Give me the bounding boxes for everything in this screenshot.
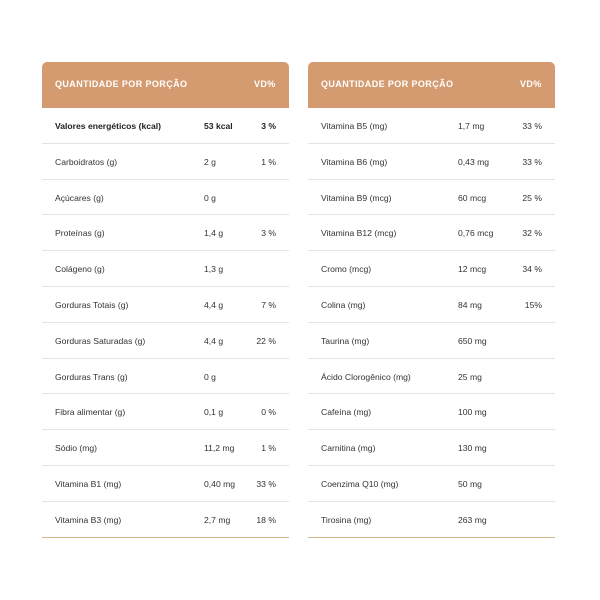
nutrient-vd: 15%	[524, 299, 542, 310]
nutrient-vd: 1 %	[261, 156, 276, 167]
table-body	[42, 108, 289, 538]
header-vd-label: VD%	[520, 79, 542, 89]
nutrient-value: 0,40 mg	[204, 478, 236, 489]
nutrient-name: Colina (mg)	[321, 299, 366, 310]
nutrient-vd: 7 %	[261, 299, 276, 310]
nutrient-value: 0 g	[204, 192, 216, 203]
nutrient-name: Gorduras Totais (g)	[55, 299, 129, 310]
nutrient-vd: 3 %	[261, 228, 276, 239]
table-row	[308, 394, 555, 430]
nutrient-value: 84 mg	[458, 299, 482, 310]
nutrient-value: 11,2 mg	[204, 443, 235, 454]
table-row	[42, 144, 289, 180]
nutrient-value: 0 g	[204, 371, 216, 382]
nutrient-name: Gorduras Saturadas (g)	[55, 335, 146, 346]
header-quantity-label: QUANTIDADE POR PORÇÃO	[321, 79, 454, 89]
table-row	[308, 323, 555, 359]
nutrient-name: Proteínas (g)	[55, 228, 105, 239]
nutrient-name: Ácido Clorogênico (mg)	[321, 371, 411, 382]
table-row	[42, 502, 289, 538]
table-row	[308, 108, 555, 144]
nutrient-name: Colágeno (g)	[55, 264, 105, 275]
nutrient-vd: 18 %	[256, 514, 276, 525]
nutrient-value: 1,3 g	[204, 264, 224, 275]
nutrient-value: 60 mcg	[458, 192, 487, 203]
nutrient-value: 0,43 mg	[458, 156, 490, 167]
table-header	[308, 62, 555, 108]
table-row	[42, 180, 289, 216]
header-vd-label: VD%	[254, 79, 276, 89]
nutrient-vd: 1 %	[261, 443, 276, 454]
nutrient-name: Coenzima Q10 (mg)	[321, 478, 399, 489]
nutrient-name: Sódio (mg)	[55, 443, 98, 454]
nutrient-value: 263 mg	[458, 514, 487, 525]
nutrient-name: Vitamina B9 (mcg)	[321, 192, 392, 203]
nutrient-value: 25 mg	[458, 371, 482, 382]
nutrient-name: Fibra alimentar (g)	[55, 407, 126, 418]
nutrient-name: Vitamina B1 (mg)	[55, 478, 122, 489]
nutrient-vd: 34 %	[522, 264, 542, 275]
nutrient-value: 53 kcal	[204, 121, 233, 131]
nutrient-vd: 32 %	[522, 228, 542, 239]
nutrient-value: 650 mg	[458, 335, 487, 346]
nutrient-name: Tirosina (mg)	[321, 514, 372, 525]
nutrient-value: 0,1 g	[204, 407, 224, 418]
table-row	[308, 502, 555, 538]
table-header	[42, 62, 289, 108]
nutrient-name: Cafeína (mg)	[321, 407, 372, 418]
table-row	[308, 144, 555, 180]
table-row	[308, 359, 555, 395]
nutrient-value: 50 mg	[458, 478, 482, 489]
nutrition-table-left	[42, 62, 289, 538]
nutrient-name: Carboidratos (g)	[55, 156, 118, 167]
nutrient-vd: 33 %	[522, 156, 542, 167]
nutrient-vd: 3 %	[261, 121, 276, 131]
nutrient-value: 4,4 g	[204, 299, 224, 310]
table-row	[308, 215, 555, 251]
header-quantity-label: QUANTIDADE POR PORÇÃO	[55, 79, 188, 89]
nutrient-value: 4,4 g	[204, 335, 224, 346]
nutrient-name: Vitamina B5 (mg)	[321, 121, 388, 131]
table-row	[308, 287, 555, 323]
nutrient-value: 1,4 g	[204, 228, 224, 239]
nutrient-value: 2,7 mg	[204, 514, 231, 525]
table-row	[308, 430, 555, 466]
nutrient-name: Valores energéticos (kcal)	[55, 121, 162, 131]
table-row	[42, 215, 289, 251]
nutrient-value: 1,7 mg	[458, 121, 485, 131]
table-body	[308, 108, 555, 538]
table-row	[308, 180, 555, 216]
table-row	[42, 359, 289, 395]
nutrient-vd: 33 %	[256, 478, 276, 489]
nutrient-vd: 33 %	[522, 121, 542, 131]
table-row	[42, 394, 289, 430]
nutrient-value: 12 mcg	[458, 264, 487, 275]
nutrient-name: Açúcares (g)	[55, 192, 104, 203]
table-row	[42, 466, 289, 502]
nutrient-name: Taurina (mg)	[321, 335, 370, 346]
table-row	[308, 466, 555, 502]
nutrient-vd: 0 %	[261, 407, 276, 418]
nutrient-value: 0,76 mcg	[458, 228, 494, 239]
table-row	[42, 108, 289, 144]
table-row	[42, 430, 289, 466]
nutrient-value: 100 mg	[458, 407, 487, 418]
table-row	[42, 287, 289, 323]
nutrient-name: Cromo (mcg)	[321, 264, 372, 275]
nutrient-value: 130 mg	[458, 443, 487, 454]
table-row	[308, 251, 555, 287]
nutrient-name: Gorduras Trans (g)	[55, 371, 128, 382]
nutrient-value: 2 g	[204, 156, 216, 167]
nutrient-name: Vitamina B6 (mg)	[321, 156, 388, 167]
table-row	[42, 323, 289, 359]
table-row	[42, 251, 289, 287]
nutrient-vd: 22 %	[256, 335, 276, 346]
nutrition-table-right	[308, 62, 555, 538]
nutrient-name: Carnitina (mg)	[321, 443, 376, 454]
nutrient-vd: 25 %	[522, 192, 542, 203]
nutrient-name: Vitamina B12 (mcg)	[321, 228, 397, 239]
nutrient-name: Vitamina B3 (mg)	[55, 514, 122, 525]
